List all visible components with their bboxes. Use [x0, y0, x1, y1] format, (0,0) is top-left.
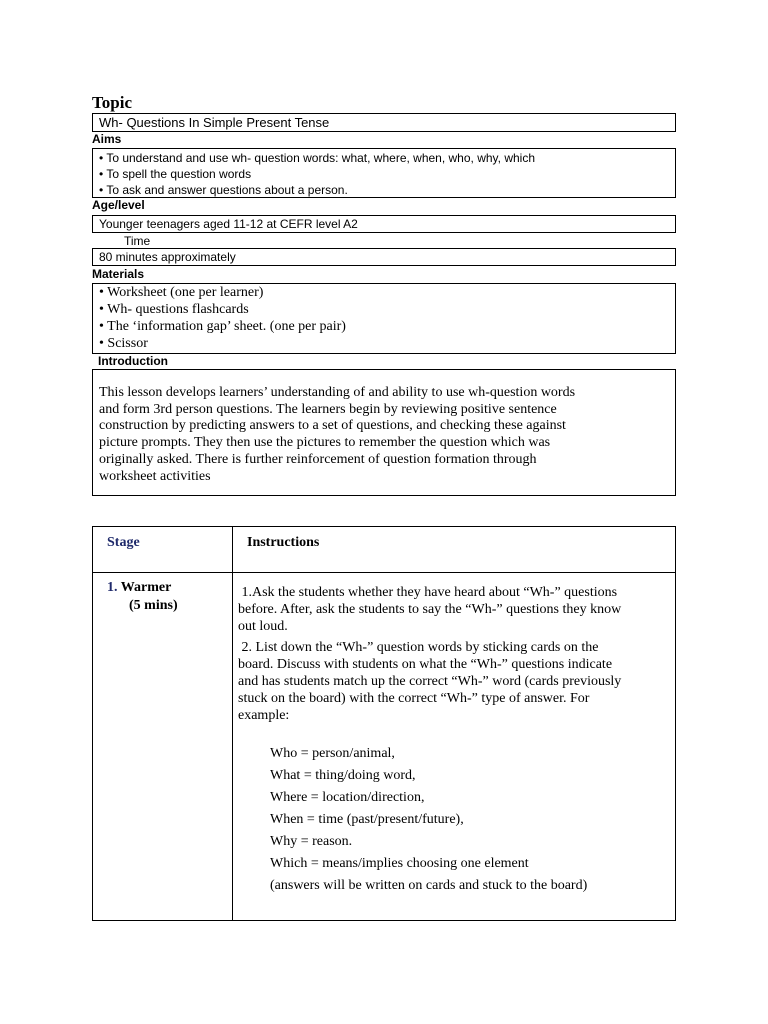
- introduction-line: originally asked. There is further reinforcement of question formation through: [99, 451, 537, 467]
- instruction-line: board. Discuss with students on what the “Wh-” questions indicate: [238, 657, 613, 672]
- aims-item: • To spell the question words: [99, 167, 252, 181]
- topic-heading: Topic: [92, 93, 133, 112]
- lesson-table: [92, 526, 676, 921]
- table-header-divider: [93, 572, 675, 573]
- introduction-line: picture prompts. They then use the pictures to remember the question which was: [99, 435, 551, 451]
- wh-list-item: What = thing/doing word,: [270, 768, 416, 783]
- stage-cell: [107, 579, 178, 615]
- introduction-line: and form 3rd person questions. The learners begin by reviewing positive sentence: [99, 401, 557, 417]
- stage-header: Stage: [107, 535, 140, 550]
- stage-name: Warmer: [120, 580, 172, 595]
- materials-item: • Scissor: [99, 336, 148, 351]
- introduction-line: worksheet activities: [99, 468, 211, 484]
- wh-list-item: (answers will be written on cards and stuck to the board): [270, 878, 588, 893]
- wh-list-item: Why = reason.: [270, 834, 353, 849]
- wh-list-item: When = time (past/present/future),: [270, 812, 464, 827]
- topic-value: Wh- Questions In Simple Present Tense: [99, 115, 330, 130]
- topic-field: [92, 113, 676, 132]
- instruction-line: before. After, ask the students to say the “Wh-” questions they know: [238, 602, 622, 617]
- wh-list-item: Who = person/animal,: [270, 746, 395, 761]
- aims-item: • To understand and use wh- question words: what, where, when, who, why, which: [99, 151, 535, 165]
- instruction-line: example:: [238, 708, 290, 723]
- instruction-line: 2. List down the “Wh-” question words by sticking cards on the: [238, 640, 599, 655]
- time-heading: Time: [124, 234, 151, 248]
- time-value: 80 minutes approximately: [99, 250, 236, 264]
- wh-list-item: Which = means/implies choosing one element: [270, 856, 529, 871]
- age-level-field: [92, 215, 676, 233]
- introduction-line: construction by predicting answers to a set of questions, and checking these against: [99, 418, 566, 434]
- wh-word-list: [238, 743, 674, 897]
- introduction-box: [92, 369, 676, 496]
- instruction-line: out loud.: [238, 619, 288, 634]
- materials-item: • Worksheet (one per learner): [99, 285, 264, 300]
- instructions-cell: [238, 584, 674, 897]
- introduction-heading: Introduction: [98, 354, 168, 368]
- time-field: [92, 248, 676, 266]
- instruction-line: 1.Ask the students whether they have heard about “Wh-” questions: [238, 585, 618, 600]
- wh-list-item: Where = location/direction,: [270, 790, 425, 805]
- stage-duration: (5 mins): [129, 598, 178, 613]
- table-column-divider: [232, 527, 233, 920]
- age-level-heading: Age/level: [92, 198, 145, 212]
- stage-number: 1.: [107, 580, 118, 595]
- materials-heading: Materials: [92, 267, 145, 281]
- aims-box: [92, 148, 676, 198]
- aims-heading: Aims: [92, 132, 122, 146]
- introduction-line: This lesson develops learners’ understanding of and ability to use wh-question words: [99, 385, 576, 400]
- materials-item: • The ‘information gap’ sheet. (one per pair): [99, 319, 346, 334]
- aims-item: • To ask and answer questions about a person.: [99, 183, 348, 197]
- age-level-value: Younger teenagers aged 11-12 at CEFR level A2: [99, 217, 358, 231]
- materials-item: • Wh- questions flashcards: [99, 302, 249, 317]
- materials-box: [92, 283, 676, 354]
- instruction-line: stuck on the board) with the correct “Wh-” type of answer. For: [238, 691, 590, 706]
- instructions-header: Instructions: [247, 535, 320, 550]
- instruction-line: and has students match up the correct “Wh-” word (cards previously: [238, 674, 622, 689]
